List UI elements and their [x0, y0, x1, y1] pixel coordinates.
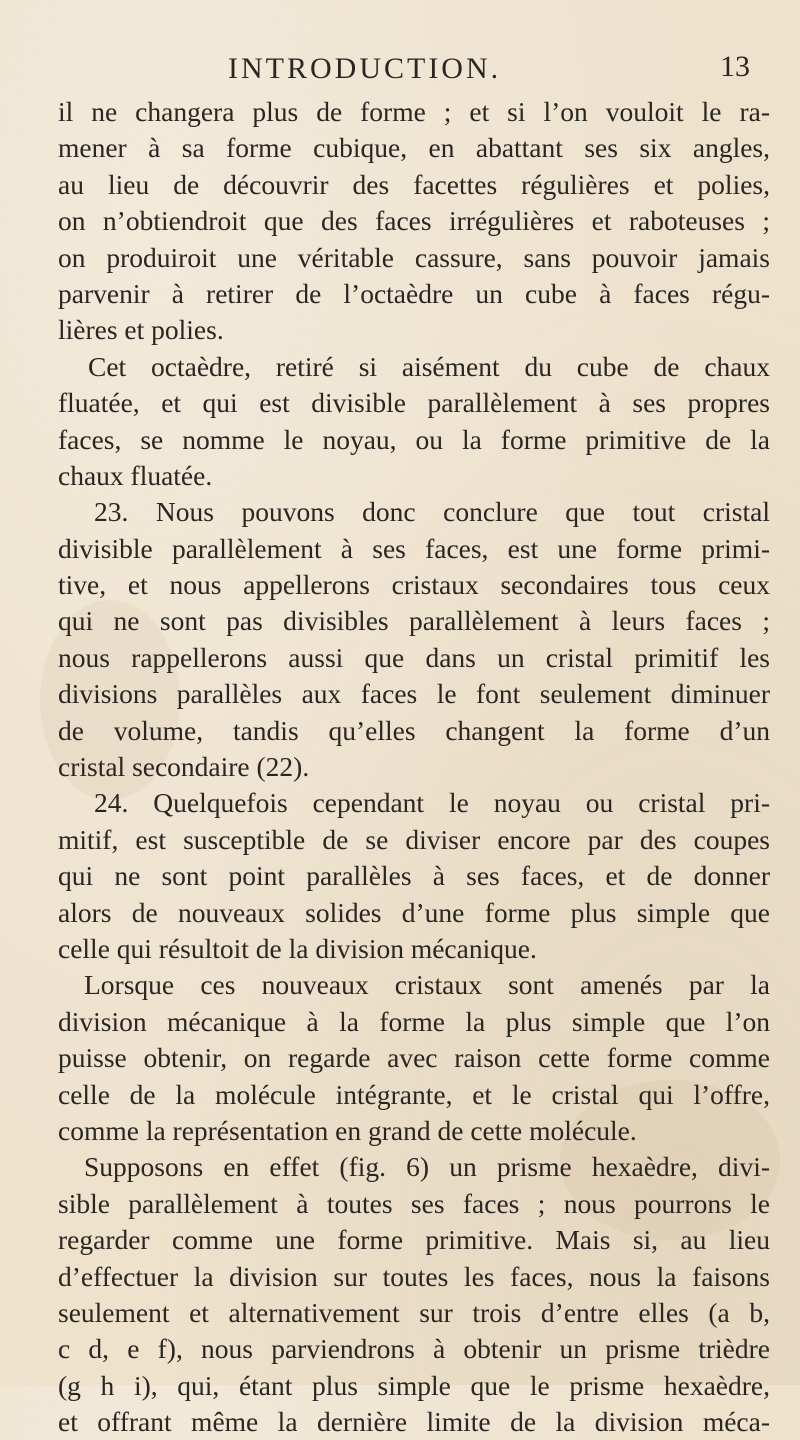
text-line: seulement et alternativement sur trois d’entre elles (a b,	[58, 1296, 770, 1328]
text-line: chaux fluatée.	[58, 459, 213, 491]
text-line: cristal secondaire (22).	[58, 751, 310, 783]
text-line: mitif, est susceptible de se diviser encore par des coupes	[58, 823, 770, 855]
text-line: qui ne sont pas divisibles parallèlement à leurs faces ;	[58, 605, 770, 637]
body-text	[58, 94, 770, 1440]
text-line: Supposons en effet (fig. 6) un prisme hexaèdre, divi-	[84, 1151, 770, 1183]
running-title: INTRODUCTION.	[228, 52, 502, 85]
text-line: nous rappellerons aussi que dans un cristal primitif les	[58, 641, 770, 673]
text-line: c d, e f), nous parviendrons à obtenir un prisme trièdre	[58, 1333, 770, 1365]
text-line: comme la représentation en grand de cette molécule.	[58, 1114, 637, 1146]
running-head	[60, 52, 760, 92]
text-line: celle qui résultoit de la division mécanique.	[58, 932, 537, 964]
page-number: 13	[720, 50, 750, 83]
text-line: (g h i), qui, étant plus simple que le prisme hexaèdre,	[58, 1369, 770, 1401]
text-line: lières et polies.	[58, 314, 224, 346]
text-line: faces, se nomme le noyau, ou la forme primitive de la	[58, 423, 770, 455]
text-line: fluatée, et qui est divisible parallèlement à ses propres	[58, 387, 770, 419]
text-line: celle de la molécule intégrante, et le cristal qui l’offre,	[58, 1078, 770, 1110]
text-line: de volume, tandis qu’elles changent la forme d’un	[58, 714, 770, 746]
text-line: 24. Quelquefois cependant le noyau ou cristal pri-	[94, 787, 770, 819]
text-line: regarder comme une forme primitive. Mais si, au lieu	[58, 1224, 770, 1256]
text-line: sible parallèlement à toutes ses faces ; nous pourrons le	[58, 1187, 770, 1219]
text-line: tive, et nous appellerons cristaux secondaires tous ceux	[58, 569, 770, 601]
text-line: Cet octaèdre, retiré si aisément du cube de chaux	[88, 350, 770, 382]
text-line: divisions parallèles aux faces le font seulement diminuer	[58, 678, 770, 710]
text-line: 23. Nous pouvons donc conclure que tout cristal	[94, 496, 770, 528]
text-line: d’effectuer la division sur toutes les faces, nous la faisons	[58, 1260, 770, 1292]
text-line: on n’obtiendroit que des faces irrégulières et raboteuses ;	[58, 205, 770, 237]
text-line: il ne changera plus de forme ; et si l’on vouloit le ra-	[58, 96, 770, 127]
text-line: parvenir à retirer de l’octaèdre un cube à faces régu-	[58, 277, 770, 309]
text-line: qui ne sont point parallèles à ses faces, et de donner	[58, 860, 770, 892]
text-line: et offrant même la dernière limite de la division méca-	[58, 1406, 770, 1438]
text-line: alors de nouveaux solides d’une forme plus simple que	[58, 896, 770, 928]
text-line: on produiroit une véritable cassure, sans pouvoir jamais	[58, 241, 770, 273]
text-line: puisse obtenir, on regarde avec raison cette forme comme	[58, 1042, 770, 1074]
text-line: mener à sa forme cubique, en abattant ses six angles,	[58, 132, 770, 164]
text-line: au lieu de découvrir des facettes régulières et polies,	[58, 168, 770, 200]
text-line: division mécanique à la forme la plus simple que l’on	[58, 1005, 770, 1037]
text-line: divisible parallèlement à ses faces, est une forme primi-	[58, 532, 770, 564]
text-line: Lorsque ces nouveaux cristaux sont amenés par la	[84, 969, 770, 1001]
